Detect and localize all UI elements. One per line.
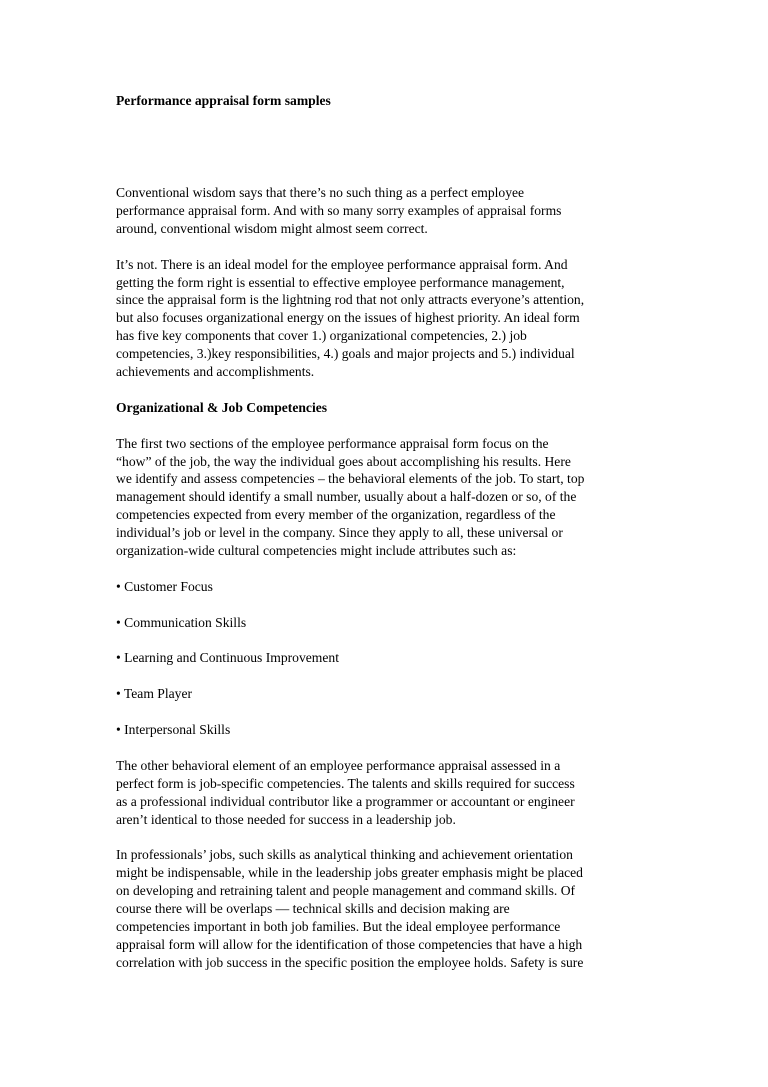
text-line: correlation with job success in the specific position the employee holds. Safety is sure [116, 954, 584, 970]
document-page [116, 92, 656, 990]
text-line: since the appraisal form is the lightning rod that not only attracts everyone’s attention, [116, 292, 585, 308]
text-line: The other behavioral element of an employee performance appraisal assessed in a [116, 757, 561, 773]
text-line: but also focuses organizational energy on the issues of highest priority. An ideal form [116, 310, 580, 326]
document-title: Performance appraisal form samples [116, 93, 331, 108]
bullet-item: • Interpersonal Skills [116, 722, 231, 738]
paragraph-professionals [116, 846, 656, 971]
text-line: achievements and accomplishments. [116, 364, 315, 380]
text-line: management should identify a small number, usually about a half-dozen or so, of the [116, 489, 577, 505]
text-line: competencies important in both job families. But the ideal employee performance [116, 919, 561, 934]
paragraph-job-specific [116, 757, 656, 829]
text-line: competencies, 3.)key responsibilities, 4.) goals and major projects and 5.) individual [116, 346, 575, 362]
text-line: as a professional individual contributor like a programmer or accountant or engineer [116, 793, 575, 809]
title-spacer [116, 110, 656, 184]
section-heading: Organizational & Job Competencies [116, 399, 328, 415]
text-line: In professionals’ jobs, such skills as analytical thinking and achievement orientation [116, 847, 573, 863]
text-line: around, conventional wisdom might almost seem correct. [116, 220, 428, 236]
text-line: It’s not. There is an ideal model for the employee performance appraisal form. And [116, 256, 568, 272]
text-line: organization-wide cultural competencies might include attributes such as: [116, 543, 517, 559]
text-line: Conventional wisdom says that there’s no such thing as a perfect employee [116, 185, 525, 200]
text-line: performance appraisal form. And with so many sorry examples of appraisal forms [116, 202, 562, 218]
text-line: course there will be overlaps — technical skills and decision making are [116, 901, 510, 917]
paragraph-ideal-model [116, 256, 656, 381]
text-line: on developing and retraining talent and people management and command skills. Of [116, 883, 576, 899]
text-line: has five key components that cover 1.) organizational competencies, 2.) job [116, 328, 527, 344]
bullet-item: • Learning and Continuous Improvement [116, 650, 339, 666]
text-line: The first two sections of the employee performance appraisal form focus on the [116, 435, 549, 451]
paragraph-intro [116, 184, 656, 238]
text-line: perfect form is job-specific competencies. The talents and skills required for success [116, 775, 575, 791]
text-line: “how” of the job, the way the individual goes about accomplishing his results. Here [116, 453, 571, 469]
bullet-item: • Team Player [116, 686, 193, 702]
bullet-item: • Communication Skills [116, 614, 247, 630]
paragraph-competencies [116, 435, 656, 560]
text-line: competencies expected from every member of the organization, regardless of the [116, 507, 556, 523]
text-line: aren’t identical to those needed for success in a leadership job. [116, 811, 456, 827]
bullet-item: • Customer Focus [116, 578, 213, 594]
text-line: individual’s job or level in the company. Since they apply to all, these universal or [116, 525, 563, 541]
text-line: might be indispensable, while in the leadership jobs greater emphasis might be placed [116, 865, 583, 881]
text-line: getting the form right is essential to effective employee performance management, [116, 274, 565, 290]
text-line: appraisal form will allow for the identification of those competencies that have a high [116, 936, 583, 952]
text-line: we identify and assess competencies – the behavioral elements of the job. To start, top [116, 471, 585, 487]
